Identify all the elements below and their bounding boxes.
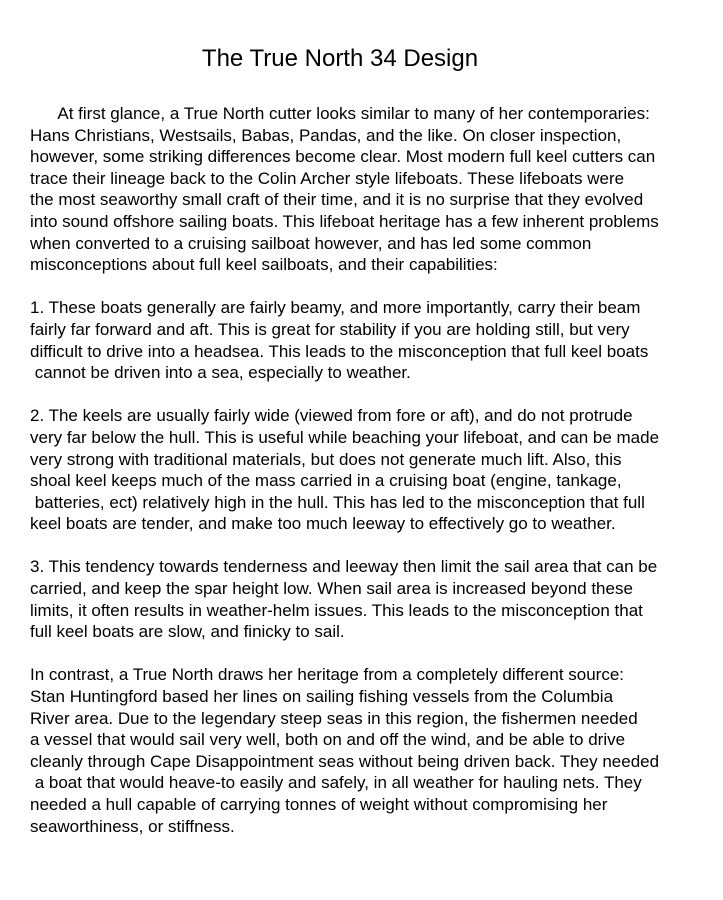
text-line: a vessel that would sail very well, both on and off the wind, and be able to drive bbox=[30, 730, 626, 750]
page-title: The True North 34 Design bbox=[201, 45, 479, 72]
text-line: carried, and keep the spar height low. When sail area is increased beyond these bbox=[30, 579, 633, 599]
text-line: however, some striking differences become clear. Most modern full keel cutters can bbox=[30, 147, 656, 167]
text-line: trace their lineage back to the Colin Archer style lifeboats. These lifeboats were bbox=[30, 168, 625, 188]
text-line: River area. Due to the legendary steep seas in this region, the fishermen needed bbox=[30, 708, 638, 728]
text-line: Hans Christians, Westsails, Babas, Pandas, and the like. On closer inspection, bbox=[30, 125, 622, 145]
text-line: In contrast, a True North draws her heritage from a completely different source: bbox=[30, 665, 625, 685]
paragraph-gap bbox=[30, 384, 720, 406]
text-line: when converted to a cruising sailboat however, and has led some common bbox=[30, 233, 592, 253]
text-line: batteries, ect) relatively high in the hull. This has led to the misconception that full bbox=[30, 492, 645, 512]
text-line: 1. These boats generally are fairly beamy, and more importantly, carry their beam bbox=[30, 298, 641, 318]
text-line: keel boats are tender, and make too much leeway to effectively go to weather. bbox=[30, 514, 616, 534]
text-line: needed a hull capable of carrying tonnes of weight without compromising her bbox=[30, 795, 608, 814]
paragraph-gap bbox=[30, 643, 720, 665]
text-line: the most seaworthy small craft of their time, and it is no surprise that they evolved bbox=[30, 190, 644, 210]
text-line: full keel boats are slow, and finicky to sail. bbox=[30, 622, 345, 642]
text-line: At first glance, a True North cutter looks similar to many of her contemporaries: bbox=[30, 104, 650, 123]
text-line: very strong with traditional materials, but does not generate much lift. Also, this bbox=[30, 449, 622, 469]
point-1-paragraph bbox=[30, 297, 720, 383]
point-2-paragraph bbox=[30, 405, 720, 535]
text-line: very far below the hull. This is useful while beaching your lifeboat, and can be made bbox=[30, 427, 660, 447]
text-line: limits, it often results in weather-helm issues. This leads to the misconception that bbox=[30, 600, 643, 620]
text-line: shoal keel keeps much of the mass carried in a cruising boat (engine, tankage, bbox=[30, 471, 622, 491]
text-line: seaworthiness, or stiffness. bbox=[30, 816, 235, 836]
paragraph-gap bbox=[30, 535, 720, 557]
document-body bbox=[30, 103, 720, 837]
intro-paragraph bbox=[30, 103, 720, 276]
text-line: 3. This tendency towards tenderness and leeway then limit the sail area that can be bbox=[30, 557, 658, 577]
text-line: 2. The keels are usually fairly wide (viewed from fore or aft), and do not protrude bbox=[30, 406, 633, 426]
text-line: misconceptions about full keel sailboats, and their capabilities: bbox=[30, 255, 498, 275]
text-line: difficult to drive into a headsea. This leads to the misconception that full keel boats bbox=[30, 341, 649, 361]
text-line: a boat that would heave-to easily and safely, in all weather for hauling nets. They bbox=[30, 773, 642, 793]
paragraph-gap bbox=[30, 276, 720, 298]
point-3-paragraph bbox=[30, 556, 720, 642]
text-line: Stan Huntingford based her lines on sailing fishing vessels from the Columbia bbox=[30, 687, 614, 707]
text-line: cannot be driven into a sea, especially to weather. bbox=[30, 363, 411, 383]
contrast-paragraph bbox=[30, 664, 720, 837]
text-line: into sound offshore sailing boats. This lifeboat heritage has a few inherent problems bbox=[30, 211, 659, 231]
text-line: cleanly through Cape Disappointment seas without being driven back. They needed bbox=[30, 751, 660, 771]
text-line: fairly far forward and aft. This is great for stability if you are holding still, but very bbox=[30, 319, 630, 339]
